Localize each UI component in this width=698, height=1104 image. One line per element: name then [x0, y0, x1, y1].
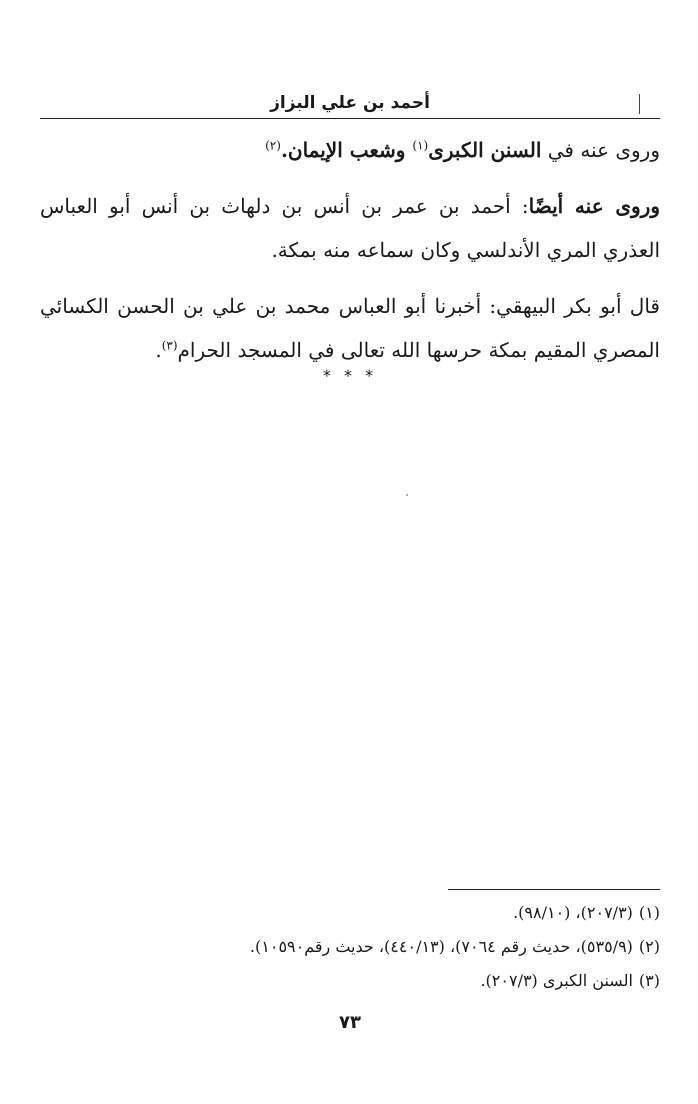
- scan-speck: [406, 494, 408, 496]
- header-rule: [40, 118, 660, 119]
- p3-text: قال أبو بكر البيهقي: أخبرنا أبو العباس محمد بن علي بن الحسن الكسائي المصري المقيم بمكة حرسها الله تعالى في المسجد الحرام: [40, 294, 660, 362]
- page-number: ٧٣: [339, 1012, 361, 1033]
- paragraph-1: [40, 128, 660, 172]
- p1-lead: وروى عنه في: [541, 138, 660, 162]
- paragraph-2: [40, 184, 660, 272]
- footnotes: [40, 896, 660, 998]
- running-header-title: أحمد بن علي البزاز: [270, 93, 430, 113]
- p2-label: وروى عنه أيضًا: [528, 194, 660, 218]
- footnote-ref-1: (١): [412, 138, 429, 153]
- p1-and: و: [395, 138, 413, 162]
- header-tick-mark: [639, 94, 640, 114]
- footnote-number: (٣): [638, 971, 660, 990]
- footnote-text: السنن الكبرى (٢٠٧/٣).: [480, 971, 633, 990]
- main-text: [40, 128, 660, 384]
- p1-book2: شعب الإيمان.: [280, 138, 396, 162]
- footnote-1: [40, 896, 660, 930]
- footnote-2: [40, 930, 660, 964]
- p2-text: : أحمد بن عمر بن أنس بن دلهاث بن أنس أبو العباس العذري المري الأندلسي وكان سماعه منه بمكة.: [40, 194, 660, 262]
- footnote-text: (٢٠٧/٣)، (٩٨/١٠).: [513, 903, 633, 922]
- paragraph-3: [40, 284, 660, 372]
- p3-end: .: [155, 338, 162, 362]
- footnote-ref-3: (٣): [161, 338, 178, 353]
- p1-book1: السنن الكبرى: [428, 138, 542, 162]
- footnote-number: (٢): [638, 937, 660, 956]
- section-separator: * * *: [322, 366, 378, 385]
- footnote-number: (١): [638, 903, 660, 922]
- footnote-rule: [448, 889, 660, 890]
- footnote-text: (٥٣٥/٩)، حديث رقم ٧٠٦٤)، (٤٤٠/١٣)، حديث رقم١٠٥٩٠).: [249, 937, 633, 956]
- running-header: [40, 88, 660, 118]
- footnote-3: [40, 964, 660, 998]
- footnote-ref-2: (٢): [265, 138, 281, 153]
